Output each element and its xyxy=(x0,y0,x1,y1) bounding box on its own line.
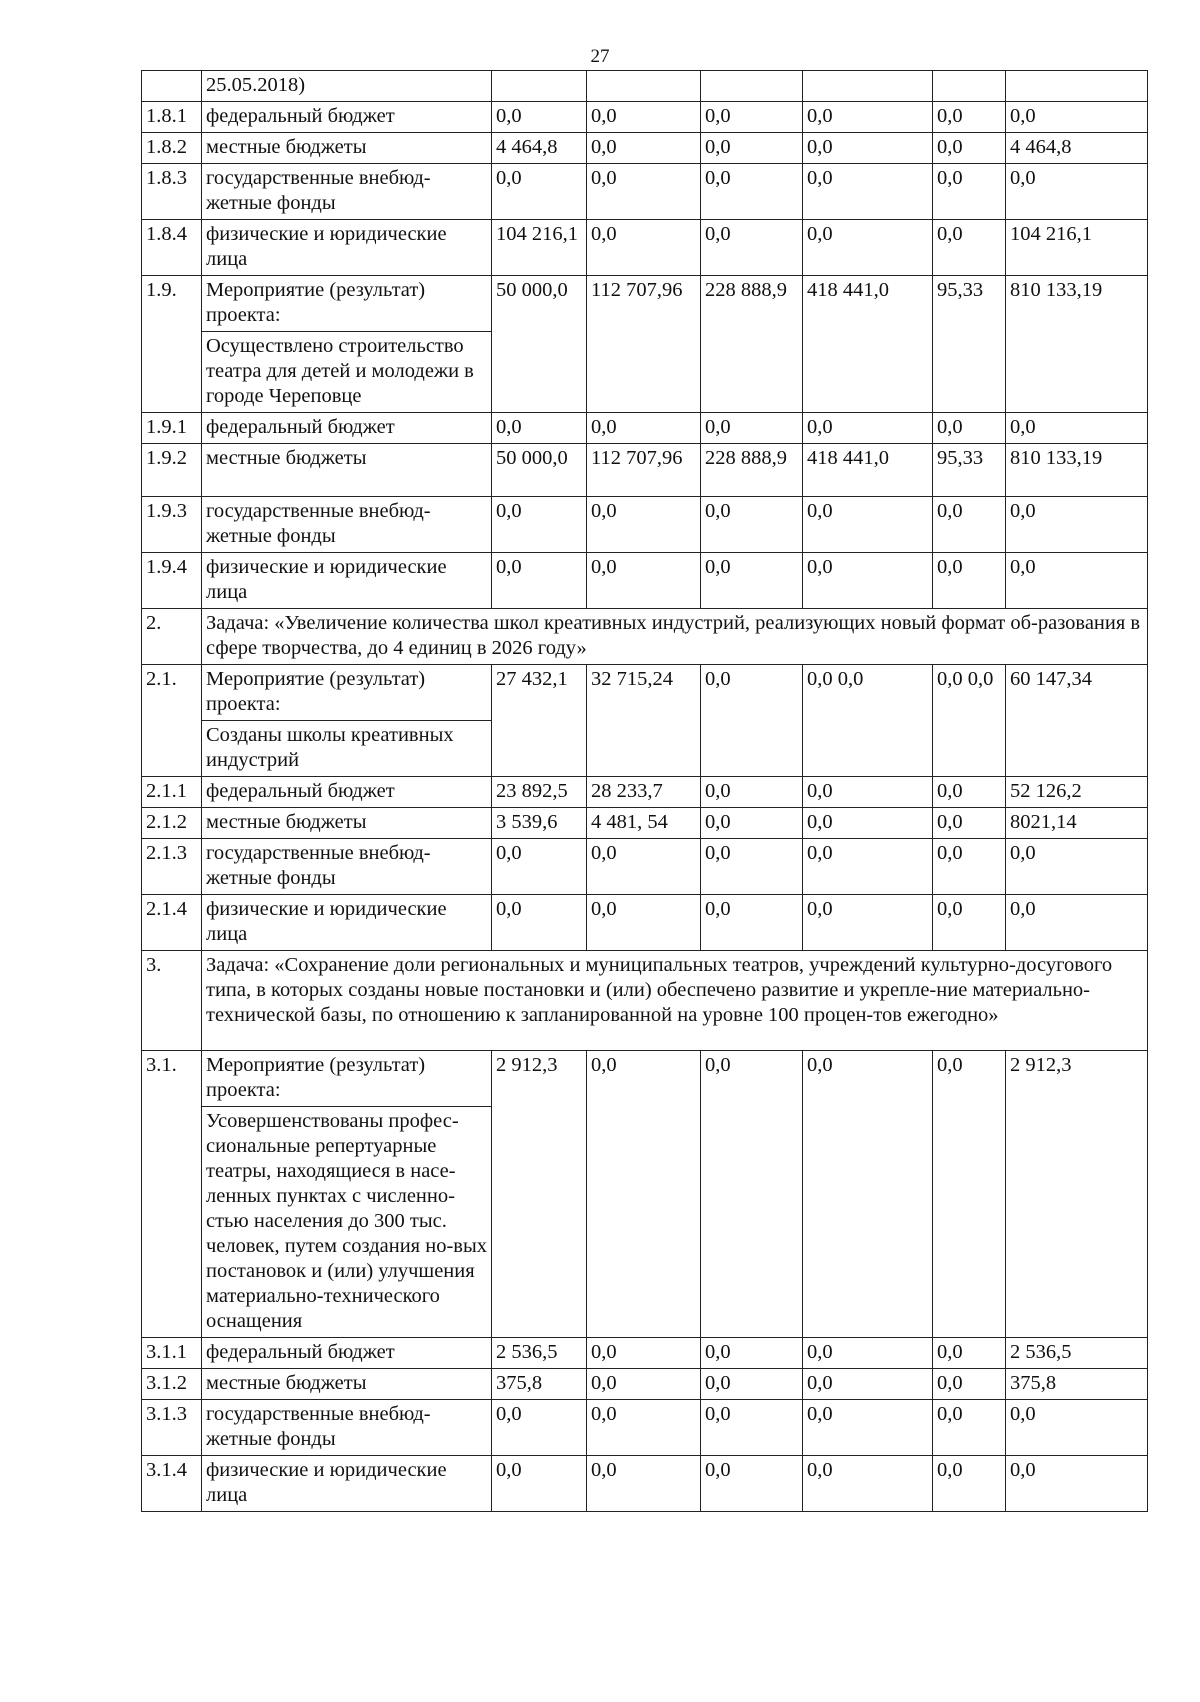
value-cell: 0,0 xyxy=(492,164,587,220)
row-number: 3. xyxy=(142,951,202,1051)
value-cell: 0,0 xyxy=(587,497,701,553)
measure-result-text: Созданы школы креативных индустрий xyxy=(202,721,492,777)
value-cell: 4 464,8 xyxy=(1006,133,1148,164)
value-cell: 0,0 xyxy=(492,1400,587,1456)
table-row xyxy=(142,444,1148,497)
row-number: 1.9.1 xyxy=(142,413,202,444)
value-cell: 0,0 xyxy=(492,1456,587,1512)
row-number: 1.9.2 xyxy=(142,444,202,497)
task-row xyxy=(142,609,1148,665)
row-name: местные бюджеты xyxy=(202,1369,492,1400)
value-cell: 0,0 xyxy=(701,553,803,609)
value-cell: 23 892,5 xyxy=(492,777,587,808)
value-cell: 0,0 xyxy=(803,808,933,839)
value-cell: 0,0 xyxy=(933,1400,1006,1456)
task-text: Задача: «Увеличение количества школ креативных индустрий, реализующих новый формат об-разования в сфере творчества, до 4 единиц в 2026 году» xyxy=(202,609,1148,665)
value-cell: 0,0 xyxy=(933,808,1006,839)
row-number: 1.8.3 xyxy=(142,164,202,220)
table-row xyxy=(142,1456,1148,1512)
measure-row xyxy=(142,665,1148,721)
row-name: федеральный бюджет xyxy=(202,777,492,808)
value-cell: 418 441,0 xyxy=(803,444,933,497)
value-cell: 0,0 xyxy=(803,1400,933,1456)
table-row xyxy=(142,71,1148,102)
value-cell: 0,0 xyxy=(1006,164,1148,220)
value-cell: 375,8 xyxy=(492,1369,587,1400)
table-row xyxy=(142,164,1148,220)
row-name: государственные внебюд-жетные фонды xyxy=(202,497,492,553)
value-cell: 32 715,24 xyxy=(587,665,701,777)
row-name: физические и юридические лица xyxy=(202,895,492,951)
table-row xyxy=(142,808,1148,839)
value-cell: 2 912,3 xyxy=(1006,1051,1148,1338)
table-row xyxy=(142,133,1148,164)
value-cell: 418 441,0 xyxy=(803,276,933,413)
table-row xyxy=(142,553,1148,609)
value-cell: 8021,14 xyxy=(1006,808,1148,839)
value-cell: 0,0 xyxy=(933,164,1006,220)
value-cell: 0,0 xyxy=(587,102,701,133)
value-cell: 0,0 xyxy=(701,839,803,895)
table-row xyxy=(142,1400,1148,1456)
row-number: 1.9.3 xyxy=(142,497,202,553)
value-cell: 0,0 xyxy=(1006,1400,1148,1456)
value-cell: 0,0 xyxy=(933,102,1006,133)
value-cell: 0,0 xyxy=(1006,895,1148,951)
value-cell: 0,0 xyxy=(587,1400,701,1456)
row-number xyxy=(142,71,202,102)
value-cell: 50 000,0 xyxy=(492,444,587,497)
value-cell: 0,0 xyxy=(803,1456,933,1512)
row-number: 3.1.2 xyxy=(142,1369,202,1400)
value-cell: 104 216,1 xyxy=(1006,220,1148,276)
value-cell: 2 536,5 xyxy=(492,1338,587,1369)
row-number: 3.1.3 xyxy=(142,1400,202,1456)
row-name: государственные внебюд-жетные фонды xyxy=(202,164,492,220)
row-number: 2.1.2 xyxy=(142,808,202,839)
value-cell: 0,0 xyxy=(803,895,933,951)
value-cell: 0,0 xyxy=(933,133,1006,164)
value-cell: 0,0 xyxy=(701,133,803,164)
value-cell: 0,0 xyxy=(803,133,933,164)
row-number: 1.8.2 xyxy=(142,133,202,164)
value-cell xyxy=(492,71,587,102)
row-name: федеральный бюджет xyxy=(202,102,492,133)
row-number: 1.9. xyxy=(142,276,202,413)
row-name: физические и юридические лица xyxy=(202,1456,492,1512)
row-number: 2.1.3 xyxy=(142,839,202,895)
value-cell: 0,0 xyxy=(587,413,701,444)
value-cell: 95,33 xyxy=(933,444,1006,497)
value-cell: 228 888,9 xyxy=(701,444,803,497)
value-cell: 0,0 xyxy=(1006,413,1148,444)
value-cell xyxy=(803,71,933,102)
row-name: государственные внебюд-жетные фонды xyxy=(202,839,492,895)
value-cell: 0,0 xyxy=(701,102,803,133)
value-cell: 0,0 xyxy=(492,839,587,895)
value-cell: 0,0 xyxy=(701,220,803,276)
row-name: 25.05.2018) xyxy=(202,71,492,102)
value-cell: 0,0 xyxy=(803,220,933,276)
value-cell: 0,0 xyxy=(587,1369,701,1400)
value-cell: 104 216,1 xyxy=(492,220,587,276)
row-number: 2.1.1 xyxy=(142,777,202,808)
table-row xyxy=(142,777,1148,808)
value-cell: 0,0 xyxy=(933,839,1006,895)
value-cell: 0,0 xyxy=(587,164,701,220)
value-cell: 0,0 xyxy=(587,553,701,609)
task-text: Задача: «Сохранение доли региональных и муниципальных театров, учреждений культурно-досугового типа, в которых созданы новые постановки и (или) обеспечено развитие и укрепле-ние материально-технической базы, по отношению к запланированной на уровне 100 процен-тов ежегодно» xyxy=(202,951,1148,1051)
value-cell: 60 147,34 xyxy=(1006,665,1148,777)
value-cell: 0,0 xyxy=(701,1456,803,1512)
value-cell: 0,0 xyxy=(701,895,803,951)
value-cell: 0,0 xyxy=(701,1051,803,1338)
value-cell: 0,0 xyxy=(701,808,803,839)
row-number: 2.1. xyxy=(142,665,202,777)
value-cell: 0,0 xyxy=(701,777,803,808)
value-cell: 0,0 xyxy=(492,553,587,609)
value-cell: 0,0 xyxy=(492,102,587,133)
row-name: Мероприятие (результат) проекта: xyxy=(202,1051,492,1107)
value-cell: 0,0 xyxy=(701,164,803,220)
value-cell: 810 133,19 xyxy=(1006,276,1148,413)
measure-result-text: Осуществлено строительство театра для детей и молодежи в городе Череповце xyxy=(202,332,492,413)
row-number: 3.1.1 xyxy=(142,1338,202,1369)
value-cell xyxy=(701,71,803,102)
value-cell: 0,0 xyxy=(1006,497,1148,553)
value-cell: 28 233,7 xyxy=(587,777,701,808)
value-cell: 27 432,1 xyxy=(492,665,587,777)
value-cell: 0,0 xyxy=(587,895,701,951)
row-name: Мероприятие (результат) проекта: xyxy=(202,665,492,721)
value-cell: 0,0 xyxy=(1006,102,1148,133)
value-cell: 0,0 0,0 xyxy=(803,665,933,777)
value-cell: 0,0 xyxy=(803,553,933,609)
value-cell: 0,0 xyxy=(1006,839,1148,895)
value-cell: 4 481, 54 xyxy=(587,808,701,839)
task-row xyxy=(142,951,1148,1051)
value-cell: 112 707,96 xyxy=(587,276,701,413)
value-cell: 0,0 xyxy=(587,1456,701,1512)
value-cell: 228 888,9 xyxy=(701,276,803,413)
value-cell: 52 126,2 xyxy=(1006,777,1148,808)
row-number: 2.1.4 xyxy=(142,895,202,951)
budget-table xyxy=(141,70,1148,1512)
value-cell: 0,0 xyxy=(587,839,701,895)
table-row xyxy=(142,839,1148,895)
value-cell: 0,0 xyxy=(1006,1456,1148,1512)
value-cell: 0,0 xyxy=(587,1051,701,1338)
value-cell: 4 464,8 xyxy=(492,133,587,164)
value-cell: 0,0 xyxy=(803,777,933,808)
measure-row xyxy=(142,1051,1148,1107)
table-row xyxy=(142,497,1148,553)
value-cell: 0,0 xyxy=(803,839,933,895)
table-row xyxy=(142,1338,1148,1369)
measure-result-text: Усовершенствованы профес-сиональные репертуарные театры, находящиеся в насе-ленных пунктах с численно-стью населения до 300 тыс. человек, путем создания но-вых постановок и (или) улучшения материально-технического оснащения xyxy=(202,1107,492,1338)
row-name: федеральный бюджет xyxy=(202,413,492,444)
table-row xyxy=(142,1369,1148,1400)
value-cell: 0,0 xyxy=(701,413,803,444)
row-name: физические и юридические лица xyxy=(202,553,492,609)
value-cell: 50 000,0 xyxy=(492,276,587,413)
row-name: местные бюджеты xyxy=(202,808,492,839)
row-number: 1.8.4 xyxy=(142,220,202,276)
value-cell: 2 536,5 xyxy=(1006,1338,1148,1369)
value-cell xyxy=(1006,71,1148,102)
value-cell: 0,0 xyxy=(803,1338,933,1369)
measure-row xyxy=(142,276,1148,332)
value-cell: 0,0 xyxy=(933,413,1006,444)
page-number: 27 xyxy=(590,46,610,67)
row-name: федеральный бюджет xyxy=(202,1338,492,1369)
row-number: 3.1. xyxy=(142,1051,202,1338)
value-cell: 0,0 xyxy=(803,1369,933,1400)
row-number: 2. xyxy=(142,609,202,665)
row-name: Мероприятие (результат) проекта: xyxy=(202,276,492,332)
value-cell: 0,0 xyxy=(492,895,587,951)
value-cell: 0,0 xyxy=(701,665,803,777)
value-cell: 0,0 xyxy=(701,1338,803,1369)
row-name: физические и юридические лица xyxy=(202,220,492,276)
value-cell: 112 707,96 xyxy=(587,444,701,497)
value-cell: 0,0 xyxy=(492,497,587,553)
value-cell xyxy=(933,71,1006,102)
value-cell: 0,0 0,0 xyxy=(933,665,1006,777)
row-number: 1.8.1 xyxy=(142,102,202,133)
value-cell: 0,0 xyxy=(587,1338,701,1369)
value-cell: 0,0 xyxy=(803,497,933,553)
table-row xyxy=(142,102,1148,133)
row-name: государственные внебюд-жетные фонды xyxy=(202,1400,492,1456)
value-cell: 0,0 xyxy=(933,895,1006,951)
value-cell: 375,8 xyxy=(1006,1369,1148,1400)
value-cell: 3 539,6 xyxy=(492,808,587,839)
row-number: 3.1.4 xyxy=(142,1456,202,1512)
value-cell: 0,0 xyxy=(933,497,1006,553)
row-name: местные бюджеты xyxy=(202,444,492,497)
value-cell: 0,0 xyxy=(701,1369,803,1400)
row-number: 1.9.4 xyxy=(142,553,202,609)
value-cell: 0,0 xyxy=(933,220,1006,276)
value-cell: 0,0 xyxy=(933,553,1006,609)
value-cell: 0,0 xyxy=(803,1051,933,1338)
value-cell: 0,0 xyxy=(803,413,933,444)
value-cell: 0,0 xyxy=(587,133,701,164)
value-cell: 0,0 xyxy=(701,1400,803,1456)
value-cell: 0,0 xyxy=(933,777,1006,808)
value-cell: 0,0 xyxy=(933,1456,1006,1512)
value-cell: 0,0 xyxy=(803,164,933,220)
value-cell: 0,0 xyxy=(701,497,803,553)
table-row xyxy=(142,413,1148,444)
value-cell: 0,0 xyxy=(587,220,701,276)
value-cell: 95,33 xyxy=(933,276,1006,413)
value-cell: 0,0 xyxy=(933,1338,1006,1369)
table-row xyxy=(142,220,1148,276)
value-cell: 0,0 xyxy=(1006,553,1148,609)
value-cell: 810 133,19 xyxy=(1006,444,1148,497)
value-cell: 2 912,3 xyxy=(492,1051,587,1338)
value-cell: 0,0 xyxy=(803,102,933,133)
value-cell: 0,0 xyxy=(933,1369,1006,1400)
row-name: местные бюджеты xyxy=(202,133,492,164)
value-cell xyxy=(587,71,701,102)
value-cell: 0,0 xyxy=(933,1051,1006,1338)
table-row xyxy=(142,895,1148,951)
value-cell: 0,0 xyxy=(492,413,587,444)
